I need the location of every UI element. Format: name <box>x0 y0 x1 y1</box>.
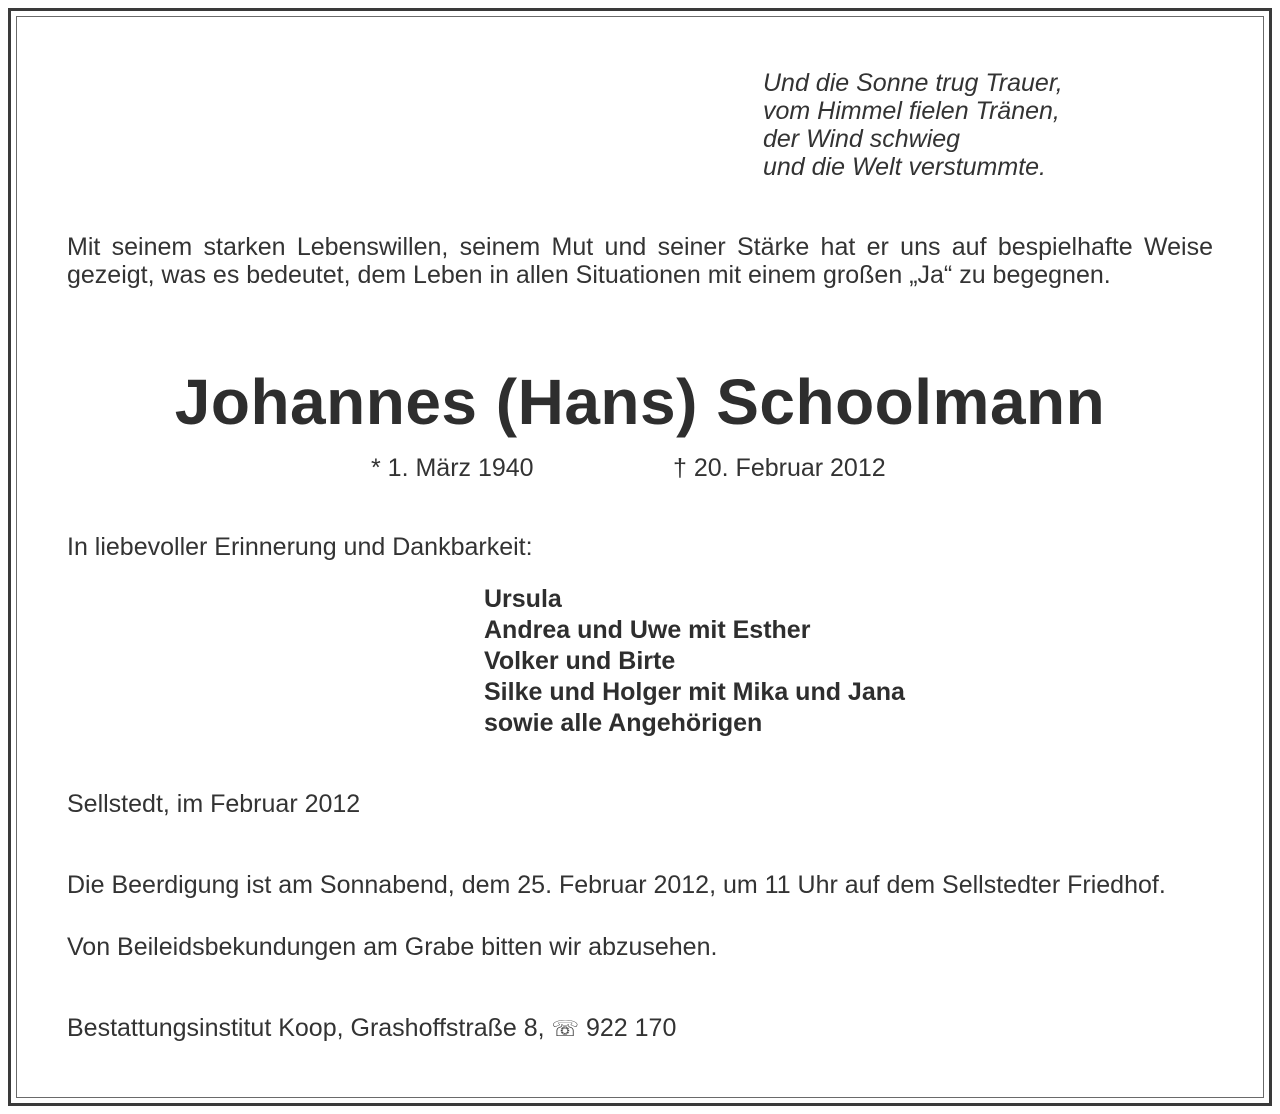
undertaker-line <box>67 1013 676 1044</box>
mourner-item: Volker und Birte <box>484 647 676 675</box>
poem-line: und die Welt verstummte. <box>763 153 1046 181</box>
mourner-item: Silke und Holger mit Mika und Jana <box>484 678 905 706</box>
undertaker-address: Bestattungsinstitut Koop, Grashoffstraße 8, <box>67 1014 545 1042</box>
birth-date: * 1. März 1940 <box>371 454 534 482</box>
deceased-name: Johannes (Hans) Schoolmann <box>174 366 1106 438</box>
funeral-notice: Die Beerdigung ist am Sonnabend, dem 25. Februar 2012, um 11 Uhr auf dem Sellstedter Friedhof. <box>67 871 1166 899</box>
poem <box>763 69 1063 181</box>
poem-line: der Wind schwieg <box>763 125 961 153</box>
death-date: † 20. Februar 2012 <box>673 454 886 482</box>
phone-icon: ☏ <box>551 1016 580 1041</box>
poem-line: vom Himmel fielen Tränen, <box>763 97 1060 125</box>
mourner-item: Andrea und Uwe mit Esther <box>484 616 811 644</box>
mourner-item: sowie alle Angehörigen <box>484 709 763 737</box>
mourner-item: Ursula <box>484 585 562 613</box>
mourners-list <box>484 584 905 739</box>
intro-paragraph: Mit seinem starken Lebenswillen, seinem Mut und seiner Stärke hat er uns auf bespielhafte Weise gezeigt, was es bedeutet, dem Leben in allen Situationen mit einem großen „Ja“ zu begegnen. <box>67 233 1213 289</box>
condolences-notice: Von Beileidsbekundungen am Grabe bitten wir abzusehen. <box>67 933 718 961</box>
place-date: Sellstedt, im Februar 2012 <box>67 790 361 818</box>
remembrance-line: In liebevoller Erinnerung und Dankbarkeit: <box>67 533 533 561</box>
poem-line: Und die Sonne trug Trauer, <box>763 69 1063 97</box>
phone-number: 922 170 <box>586 1014 677 1042</box>
